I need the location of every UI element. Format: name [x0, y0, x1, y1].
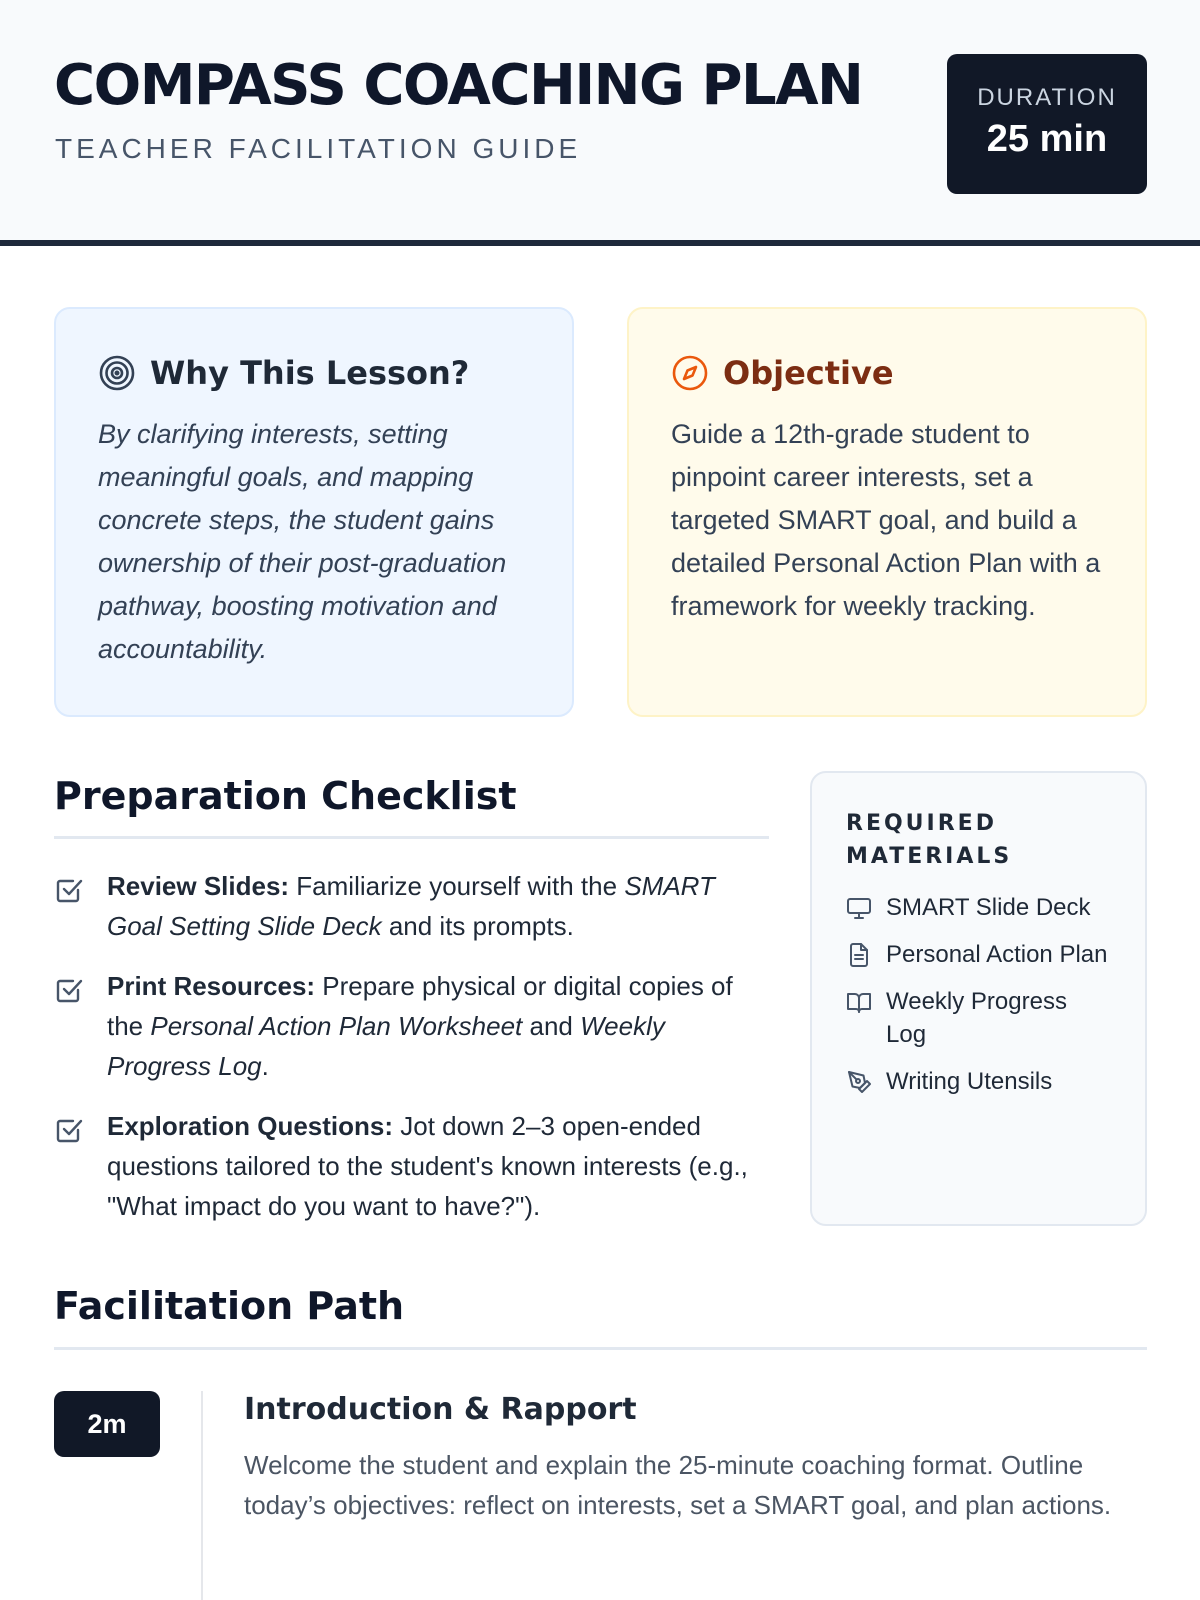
duration-label: DURATION: [977, 84, 1117, 111]
preparation-checklist: [54, 866, 769, 1246]
step-title: Introduction & Rapport: [244, 1392, 637, 1427]
preparation-divider: [54, 836, 769, 839]
objective-title: Objective: [723, 354, 894, 392]
document-icon: [846, 942, 872, 968]
pen-icon: [846, 1069, 872, 1095]
duration-value: 25 min: [986, 118, 1108, 160]
duration-badge: [947, 54, 1147, 194]
checklist-item-label: Exploration Questions:: [107, 1111, 394, 1141]
required-materials-panel: [810, 771, 1147, 1226]
materials-list: [846, 891, 1111, 1098]
why-body: By clarifying interests, setting meaningful goals, and mapping concrete steps, the student gains ownership of their post-graduation pathway, boosting motivation and accountability.: [98, 419, 507, 664]
checkbox-checked-icon: [54, 1114, 86, 1146]
checklist-item-label: Print Resources:: [107, 971, 316, 1001]
compass-icon: [671, 354, 709, 392]
material-label: Personal Action Plan: [886, 941, 1108, 968]
materials-title: REQUIRED MATERIALS: [846, 811, 1013, 869]
checklist-item: Review Slides: Familiarize yourself with the SMART Goal Setting Slide Deck and its prompts.: [54, 866, 769, 946]
page-header: [0, 0, 1200, 246]
material-label: SMART Slide Deck: [886, 894, 1091, 921]
step-time-badge: 2m: [54, 1391, 160, 1457]
preparation-title: Preparation Checklist: [54, 774, 517, 818]
material-item: [846, 891, 1111, 924]
objective-card: [627, 307, 1147, 717]
book-icon: [846, 989, 872, 1015]
material-label: Writing Utensils: [886, 1068, 1053, 1095]
page-title: COMPASS COACHING PLAN: [54, 53, 863, 118]
checklist-item-label: Review Slides:: [107, 871, 290, 901]
page-subtitle: TEACHER FACILITATION GUIDE: [55, 133, 582, 164]
checkbox-checked-icon: [54, 874, 86, 906]
why-card: [54, 307, 574, 717]
facilitation-divider: [54, 1347, 1147, 1350]
material-item: [846, 1065, 1111, 1098]
material-item: [846, 985, 1111, 1051]
timeline-line: [201, 1391, 203, 1600]
objective-body: Guide a 12th-grade student to pinpoint career interests, set a targeted SMART goal, and build a detailed Personal Action Plan with a framework for weekly tracking.: [671, 419, 1101, 621]
material-item: [846, 938, 1111, 971]
step-description: Welcome the student and explain the 25-minute coaching format. Outline today’s objectives: reflect on interests, set a SMART goal, and plan actions.: [244, 1450, 1112, 1520]
checklist-item: Print Resources: Prepare physical or digital copies of the Personal Action Plan Worksheet and Weekly Progress Log.: [54, 966, 769, 1086]
target-icon: [98, 354, 136, 392]
facilitation-title: Facilitation Path: [54, 1284, 405, 1328]
checklist-item: Exploration Questions: Jot down 2–3 open-ended questions tailored to the student's known interests (e.g., "What impact do you want to have?").: [54, 1106, 769, 1226]
checkbox-checked-icon: [54, 974, 86, 1006]
why-title: Why This Lesson?: [150, 354, 470, 392]
monitor-icon: [846, 895, 872, 921]
material-label: Weekly Progress Log: [886, 988, 1067, 1048]
